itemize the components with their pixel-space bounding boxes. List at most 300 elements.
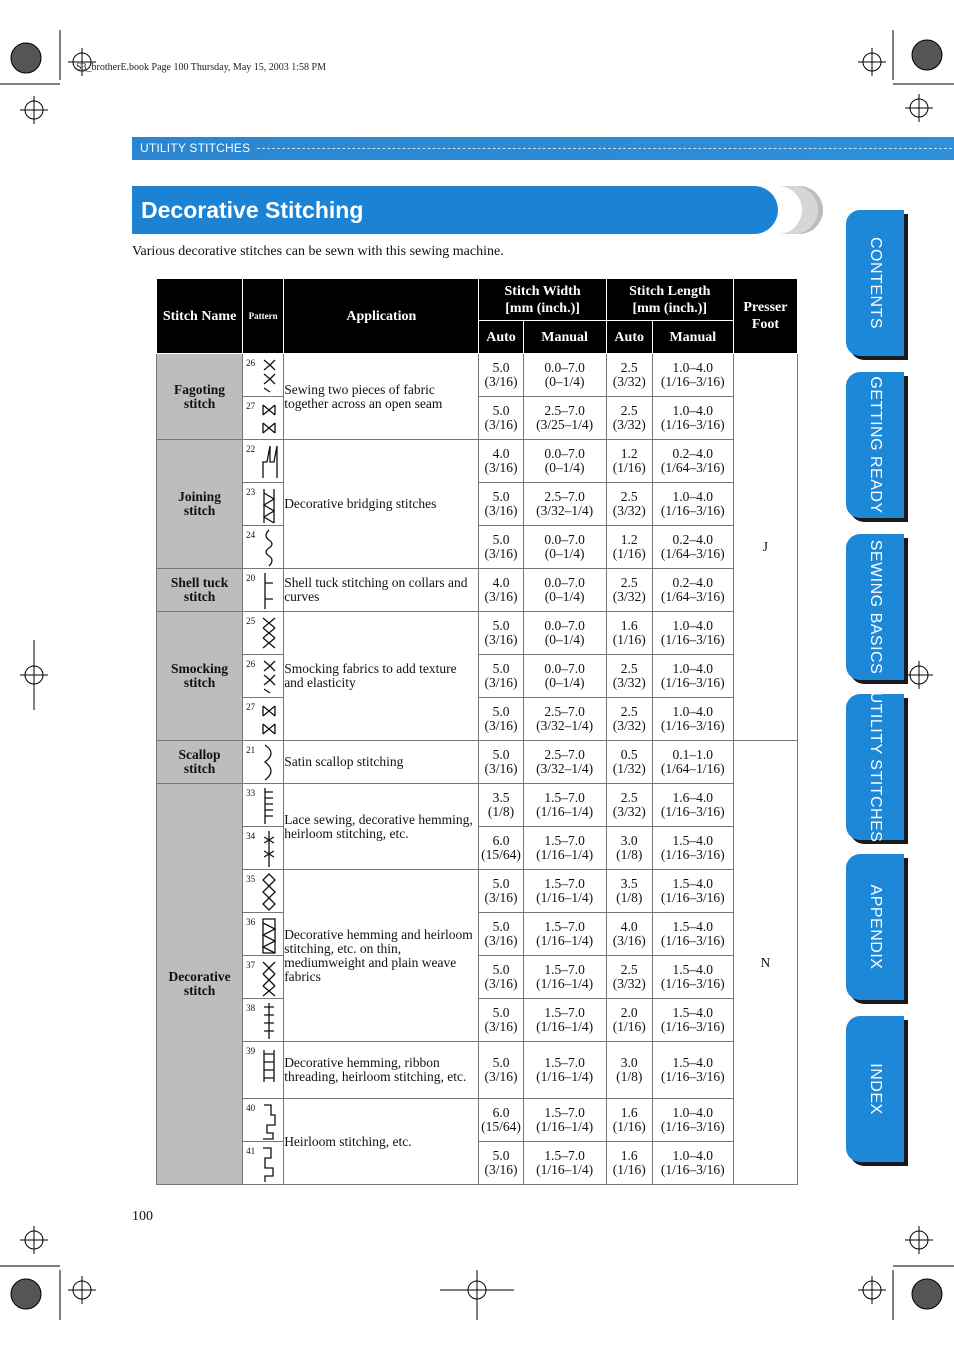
pattern-number: 26 xyxy=(246,358,256,368)
pattern-cell xyxy=(243,440,284,483)
tab-label: APPENDIX xyxy=(867,884,884,970)
length-manual-cell xyxy=(652,526,733,569)
value-inch: (1/8) xyxy=(616,890,643,905)
header-stitch-length xyxy=(606,279,733,321)
stitch-name-line: stitch xyxy=(183,589,216,604)
value-mm: 2.5 xyxy=(620,790,638,805)
application-cell: Decorative bridging stitches xyxy=(284,440,479,569)
value-mm: 5.0 xyxy=(492,1055,510,1070)
length-auto-cell xyxy=(606,1142,652,1185)
value-mm: 2.5 xyxy=(620,661,638,676)
pattern-cell xyxy=(243,956,284,999)
value-inch: (3/32–1/4) xyxy=(536,503,594,518)
value-inch: (3/32–1/4) xyxy=(536,761,594,776)
scallop-icon xyxy=(261,743,278,783)
width-auto-cell xyxy=(479,870,523,913)
length-manual-cell xyxy=(652,698,733,741)
stitch-name-cell xyxy=(157,741,243,784)
value-inch: (1/16–1/4) xyxy=(536,847,594,862)
pattern-number: 41 xyxy=(246,1146,256,1156)
tab-label: INDEX xyxy=(867,1063,884,1115)
tab-index[interactable] xyxy=(846,1016,904,1162)
value-inch: (1/16–3/16) xyxy=(660,1019,725,1034)
value-inch: (3/32–1/4) xyxy=(536,718,594,733)
length-auto-cell xyxy=(606,827,652,870)
value-mm: 5.0 xyxy=(492,532,510,547)
length-manual-cell xyxy=(652,354,733,397)
width-manual-cell xyxy=(523,999,606,1042)
pattern-cell xyxy=(243,1099,284,1142)
value-mm: 2.5 xyxy=(620,360,638,375)
value-mm: 1.6–4.0 xyxy=(672,790,714,805)
value-inch: (3/32) xyxy=(612,374,646,389)
pattern-number: 34 xyxy=(246,831,256,841)
value-mm: 0.0–7.0 xyxy=(544,360,585,375)
value-inch: (1/8) xyxy=(487,804,515,819)
value-mm: 1.5–4.0 xyxy=(672,833,714,848)
value-inch: (15/64) xyxy=(481,847,521,862)
pattern-cell xyxy=(243,870,284,913)
width-auto-cell xyxy=(479,956,523,999)
value-mm: 1.5–4.0 xyxy=(672,919,714,934)
width-manual-cell xyxy=(523,397,606,440)
page-title: Decorative Stitching xyxy=(141,197,364,223)
tab-label: SEWING BASICS xyxy=(867,539,884,675)
length-auto-cell xyxy=(606,784,652,827)
value-mm: 5.0 xyxy=(492,1005,510,1020)
value-mm: 3.5 xyxy=(492,790,510,805)
section-header-bar xyxy=(132,137,954,160)
stitch-width-label: Stitch Width xyxy=(504,283,581,299)
header-pattern: Pattern xyxy=(243,279,284,354)
value-mm: 1.2 xyxy=(620,446,638,461)
intro-text: Various decorative stitches can be sewn with this sewing machine. xyxy=(132,244,504,259)
ladder-bridge-icon xyxy=(261,485,278,525)
table-row xyxy=(157,440,798,483)
stitch-length-unit: [mm (inch.)] xyxy=(632,300,708,316)
value-mm: 1.0–4.0 xyxy=(672,704,714,719)
table-row xyxy=(157,784,798,827)
length-manual-cell xyxy=(652,1042,733,1099)
value-inch: (3/16) xyxy=(484,933,518,948)
value-inch: (3/16) xyxy=(484,589,518,604)
value-inch: (1/64–3/16) xyxy=(660,460,725,475)
value-mm: 1.5–4.0 xyxy=(672,1005,714,1020)
value-inch: (1/16–3/16) xyxy=(660,1162,725,1177)
value-inch: (1/16–3/16) xyxy=(660,374,725,389)
width-manual-cell xyxy=(523,1099,606,1142)
pattern-number: 27 xyxy=(246,702,256,712)
table-row xyxy=(157,354,798,397)
length-auto-cell xyxy=(606,655,652,698)
presser-foot-cell: N xyxy=(733,741,797,1185)
table-row xyxy=(157,1099,798,1142)
width-auto-cell xyxy=(479,397,523,440)
width-auto-cell xyxy=(479,741,523,784)
value-inch: (1/16) xyxy=(612,1119,646,1134)
width-manual-cell xyxy=(523,741,606,784)
value-mm: 1.5–4.0 xyxy=(672,1055,714,1070)
header-width-manual: Manual xyxy=(523,321,606,354)
pattern-number: 38 xyxy=(246,1003,256,1013)
stitch-name-line: stitch xyxy=(183,503,216,518)
application-cell: Sewing two pieces of fabric together across an open seam xyxy=(284,354,479,440)
length-auto-cell xyxy=(606,354,652,397)
pattern-number: 35 xyxy=(246,874,256,884)
value-mm: 4.0 xyxy=(492,575,510,590)
tab-getting-ready[interactable] xyxy=(846,372,904,518)
value-mm: 1.0–4.0 xyxy=(672,618,714,633)
value-inch: (3/32) xyxy=(612,675,646,690)
application-cell: Decorative hemming and heirloom stitching, etc. on thin, mediumweight and plain weave fabrics xyxy=(284,870,479,1042)
length-manual-cell xyxy=(652,870,733,913)
value-mm: 5.0 xyxy=(492,747,510,762)
value-mm: 3.0 xyxy=(620,833,638,848)
value-mm: 5.0 xyxy=(492,618,510,633)
wave-bridge-icon xyxy=(261,528,278,568)
table-row xyxy=(157,1042,798,1099)
width-auto-cell xyxy=(479,1142,523,1185)
value-inch: (1/16–3/16) xyxy=(660,847,725,862)
width-manual-cell xyxy=(523,698,606,741)
stitch-name-line: stitch xyxy=(183,675,216,690)
value-inch: (1/16–3/16) xyxy=(660,976,725,991)
value-mm: 5.0 xyxy=(492,876,510,891)
value-inch: (15/64) xyxy=(481,1119,521,1134)
width-auto-cell xyxy=(479,569,523,612)
application-cell: Satin scallop stitching xyxy=(284,741,479,784)
value-mm: 2.5–7.0 xyxy=(544,704,585,719)
pattern-cell xyxy=(243,354,284,397)
value-mm: 0.0–7.0 xyxy=(544,661,585,676)
fagoting-icon xyxy=(261,356,278,396)
value-mm: 3.0 xyxy=(620,1055,638,1070)
value-inch: (3/16) xyxy=(484,632,518,647)
application-cell: Shell tuck stitching on collars and curves xyxy=(284,569,479,612)
value-inch: (1/16–3/16) xyxy=(660,804,725,819)
value-mm: 1.5–7.0 xyxy=(544,876,585,891)
table-row xyxy=(157,870,798,913)
width-auto-cell xyxy=(479,698,523,741)
pattern-number: 26 xyxy=(246,659,256,669)
length-auto-cell xyxy=(606,397,652,440)
value-mm: 1.5–7.0 xyxy=(544,1055,585,1070)
width-manual-cell xyxy=(523,1142,606,1185)
tab-label: GETTING READY xyxy=(867,376,884,514)
width-auto-cell xyxy=(479,440,523,483)
pattern-number: 23 xyxy=(246,487,256,497)
length-manual-cell xyxy=(652,612,733,655)
value-mm: 1.0–4.0 xyxy=(672,661,714,676)
width-manual-cell xyxy=(523,483,606,526)
value-mm: 2.5–7.0 xyxy=(544,489,585,504)
value-inch: (3/16) xyxy=(484,1019,518,1034)
pattern-number: 24 xyxy=(246,530,256,540)
value-inch: (1/64–1/16) xyxy=(660,761,725,776)
stitch-name-line: Smocking xyxy=(171,661,229,676)
value-inch: (1/16–3/16) xyxy=(660,1119,725,1134)
stitch-name-cell xyxy=(157,354,243,440)
value-mm: 1.6 xyxy=(620,1148,638,1163)
header-application: Application xyxy=(284,279,479,354)
value-mm: 5.0 xyxy=(492,1148,510,1163)
value-inch: (1/16–3/16) xyxy=(660,933,725,948)
pattern-number: 22 xyxy=(246,444,256,454)
length-manual-cell xyxy=(652,569,733,612)
value-inch: (3/16) xyxy=(484,976,518,991)
length-manual-cell xyxy=(652,483,733,526)
value-inch: (0–1/4) xyxy=(544,374,585,389)
stitch-table xyxy=(156,278,798,1185)
length-manual-cell xyxy=(652,999,733,1042)
tab-appendix[interactable] xyxy=(846,854,904,1000)
table-row xyxy=(157,741,798,784)
value-inch: (1/16) xyxy=(612,460,646,475)
pattern-cell xyxy=(243,741,284,784)
value-inch: (3/32) xyxy=(612,589,646,604)
length-manual-cell xyxy=(652,784,733,827)
value-mm: 2.5 xyxy=(620,962,638,977)
fagoting-icon xyxy=(261,657,278,697)
value-mm: 1.5–7.0 xyxy=(544,833,585,848)
star-chain-icon xyxy=(261,829,278,869)
pattern-cell xyxy=(243,483,284,526)
value-mm: 0.0–7.0 xyxy=(544,532,585,547)
width-auto-cell xyxy=(479,612,523,655)
value-mm: 2.5–7.0 xyxy=(544,747,585,762)
stitch-name-line: stitch xyxy=(183,395,216,411)
pattern-number: 40 xyxy=(246,1103,256,1113)
value-mm: 5.0 xyxy=(492,962,510,977)
value-inch: (1/64–3/16) xyxy=(660,589,725,604)
value-mm: 6.0 xyxy=(492,833,510,848)
zigzag-bridge-icon xyxy=(261,442,278,482)
width-manual-cell xyxy=(523,526,606,569)
pattern-number: 27 xyxy=(246,401,256,411)
comb-icon xyxy=(261,1001,278,1041)
value-mm: 2.5–7.0 xyxy=(544,403,585,418)
length-auto-cell xyxy=(606,698,652,741)
page-number: 100 xyxy=(132,1209,153,1224)
stitch-name-line: stitch xyxy=(183,761,216,776)
pattern-number: 33 xyxy=(246,788,256,798)
length-auto-cell xyxy=(606,569,652,612)
value-mm: 0.2–4.0 xyxy=(672,446,714,461)
value-inch: (1/8) xyxy=(616,1069,643,1084)
value-inch: (1/16–3/16) xyxy=(660,632,725,647)
pattern-cell xyxy=(243,913,284,956)
value-mm: 1.0–4.0 xyxy=(672,360,714,375)
value-inch: (3/32) xyxy=(612,503,646,518)
value-mm: 3.5 xyxy=(620,876,638,891)
value-inch: (1/16–3/16) xyxy=(660,890,725,905)
presser-label: Presser xyxy=(743,300,788,315)
stitch-name-cell xyxy=(157,440,243,569)
value-inch: (1/16–1/4) xyxy=(536,933,594,948)
cross-stitch-icon xyxy=(261,399,278,439)
value-mm: 2.5 xyxy=(620,575,638,590)
pattern-cell xyxy=(243,612,284,655)
width-auto-cell xyxy=(479,655,523,698)
width-auto-cell xyxy=(479,827,523,870)
pattern-cell xyxy=(243,827,284,870)
value-inch: (3/16) xyxy=(484,675,518,690)
value-inch: (3/16) xyxy=(484,761,518,776)
value-inch: (1/8) xyxy=(616,847,643,862)
value-inch: (1/16–1/4) xyxy=(536,804,594,819)
table-row xyxy=(157,612,798,655)
value-mm: 1.6 xyxy=(620,1105,638,1120)
value-inch: (1/16–1/4) xyxy=(536,890,594,905)
length-manual-cell xyxy=(652,655,733,698)
value-inch: (3/16) xyxy=(484,460,518,475)
length-auto-cell xyxy=(606,526,652,569)
width-manual-cell xyxy=(523,913,606,956)
value-inch: (3/16) xyxy=(484,374,518,389)
value-inch: (1/16–1/4) xyxy=(536,1162,594,1177)
value-inch: (3/32) xyxy=(612,718,646,733)
value-mm: 1.2 xyxy=(620,532,638,547)
title-decoration-icon xyxy=(742,186,823,234)
application-cell: Heirloom stitching, etc. xyxy=(284,1099,479,1185)
value-mm: 1.6 xyxy=(620,618,638,633)
application-cell: Lace sewing, decorative hemming, heirloom stitching, etc. xyxy=(284,784,479,870)
tab-sewing-basics[interactable] xyxy=(846,534,904,680)
value-inch: (3/16) xyxy=(484,1069,518,1084)
value-mm: 2.5 xyxy=(620,704,638,719)
value-mm: 1.5–7.0 xyxy=(544,1105,585,1120)
stitch-name-line: Fagoting xyxy=(174,381,226,397)
value-mm: 1.0–4.0 xyxy=(672,1105,714,1120)
pattern-cell xyxy=(243,999,284,1042)
value-inch: (3/32) xyxy=(612,804,646,819)
presser-foot-cell: J xyxy=(733,354,797,741)
value-inch: (3/32) xyxy=(612,976,646,991)
value-inch: (1/16–3/16) xyxy=(660,503,725,518)
width-auto-cell xyxy=(479,354,523,397)
width-manual-cell xyxy=(523,655,606,698)
value-inch: (1/16–1/4) xyxy=(536,1119,594,1134)
length-auto-cell xyxy=(606,440,652,483)
value-inch: (0–1/4) xyxy=(544,589,585,604)
value-mm: 5.0 xyxy=(492,403,510,418)
value-mm: 5.0 xyxy=(492,919,510,934)
pattern-number: 39 xyxy=(246,1046,256,1056)
value-inch: (1/16) xyxy=(612,632,646,647)
length-auto-cell xyxy=(606,870,652,913)
header-presser-foot xyxy=(733,279,797,354)
value-inch: (3/16) xyxy=(484,503,518,518)
section-label: UTILITY STITCHES xyxy=(140,141,251,155)
length-manual-cell xyxy=(652,741,733,784)
length-auto-cell xyxy=(606,483,652,526)
width-auto-cell xyxy=(479,526,523,569)
stitch-width-unit: [mm (inch.)] xyxy=(505,300,580,316)
pattern-number: 21 xyxy=(246,745,256,755)
value-inch: (1/16–1/4) xyxy=(536,1069,594,1084)
double-cross-icon xyxy=(261,958,278,998)
file-header: S3_brotherE.book Page 100 Thursday, May 15, 2003 1:58 PM xyxy=(76,62,326,73)
value-mm: 2.5 xyxy=(620,489,638,504)
value-inch: (1/16–3/16) xyxy=(660,718,725,733)
stitch-name-cell xyxy=(157,612,243,741)
tab-contents[interactable] xyxy=(846,210,904,356)
greek-key-icon xyxy=(261,1101,278,1141)
width-manual-cell xyxy=(523,440,606,483)
pattern-cell xyxy=(243,569,284,612)
value-inch: (3/16) xyxy=(484,890,518,905)
stitch-name-line: Joining xyxy=(178,489,221,504)
value-inch: (1/16) xyxy=(612,1162,646,1177)
stitch-name-cell xyxy=(157,569,243,612)
width-manual-cell xyxy=(523,612,606,655)
value-inch: (1/16–1/4) xyxy=(536,1019,594,1034)
value-mm: 0.0–7.0 xyxy=(544,575,585,590)
value-mm: 1.5–4.0 xyxy=(672,876,714,891)
header-width-auto: Auto xyxy=(479,321,523,354)
pattern-cell xyxy=(243,655,284,698)
value-mm: 4.0 xyxy=(620,919,638,934)
value-inch: (1/16–3/16) xyxy=(660,417,725,432)
width-auto-cell xyxy=(479,784,523,827)
application-cell: Decorative hemming, ribbon threading, heirloom stitching, etc. xyxy=(284,1042,479,1099)
value-inch: (0–1/4) xyxy=(544,546,585,561)
width-auto-cell xyxy=(479,483,523,526)
header-length-auto: Auto xyxy=(606,321,652,354)
value-mm: 1.0–4.0 xyxy=(672,1148,714,1163)
pattern-cell xyxy=(243,526,284,569)
value-inch: (0–1/4) xyxy=(544,460,585,475)
tab-utility-stitches[interactable] xyxy=(846,691,904,843)
value-inch: (3/16) xyxy=(484,546,518,561)
width-auto-cell xyxy=(479,913,523,956)
length-auto-cell xyxy=(606,741,652,784)
length-auto-cell xyxy=(606,1042,652,1099)
length-auto-cell xyxy=(606,999,652,1042)
foot-label: Foot xyxy=(751,317,780,332)
diamond-chain-icon xyxy=(261,872,278,912)
value-mm: 1.5–7.0 xyxy=(544,790,585,805)
smocking-icon xyxy=(261,614,278,654)
value-inch: (1/16–3/16) xyxy=(660,675,725,690)
length-auto-cell xyxy=(606,612,652,655)
value-mm: 0.2–4.0 xyxy=(672,575,714,590)
table-row xyxy=(157,569,798,612)
value-inch: (1/32) xyxy=(612,761,646,776)
value-inch: (1/16) xyxy=(612,546,646,561)
box-zigzag-icon xyxy=(261,915,278,955)
section-divider xyxy=(257,148,952,149)
stitch-name-cell xyxy=(157,784,243,1185)
tab-label: UTILITY STITCHES xyxy=(867,691,884,843)
value-inch: (3/16) xyxy=(484,1162,518,1177)
value-mm: 6.0 xyxy=(492,1105,510,1120)
value-inch: (3/16) xyxy=(484,417,518,432)
width-manual-cell xyxy=(523,827,606,870)
value-mm: 5.0 xyxy=(492,704,510,719)
width-manual-cell xyxy=(523,1042,606,1099)
value-mm: 5.0 xyxy=(492,489,510,504)
pattern-cell xyxy=(243,397,284,440)
ribbon-ladder-icon xyxy=(261,1044,278,1084)
pattern-cell xyxy=(243,1042,284,1099)
value-inch: (3/25–1/4) xyxy=(536,417,594,432)
title-bar xyxy=(132,186,778,234)
width-auto-cell xyxy=(479,1099,523,1142)
value-mm: 2.5 xyxy=(620,403,638,418)
cross-stitch-icon xyxy=(261,700,278,740)
pattern-number: 25 xyxy=(246,616,256,626)
